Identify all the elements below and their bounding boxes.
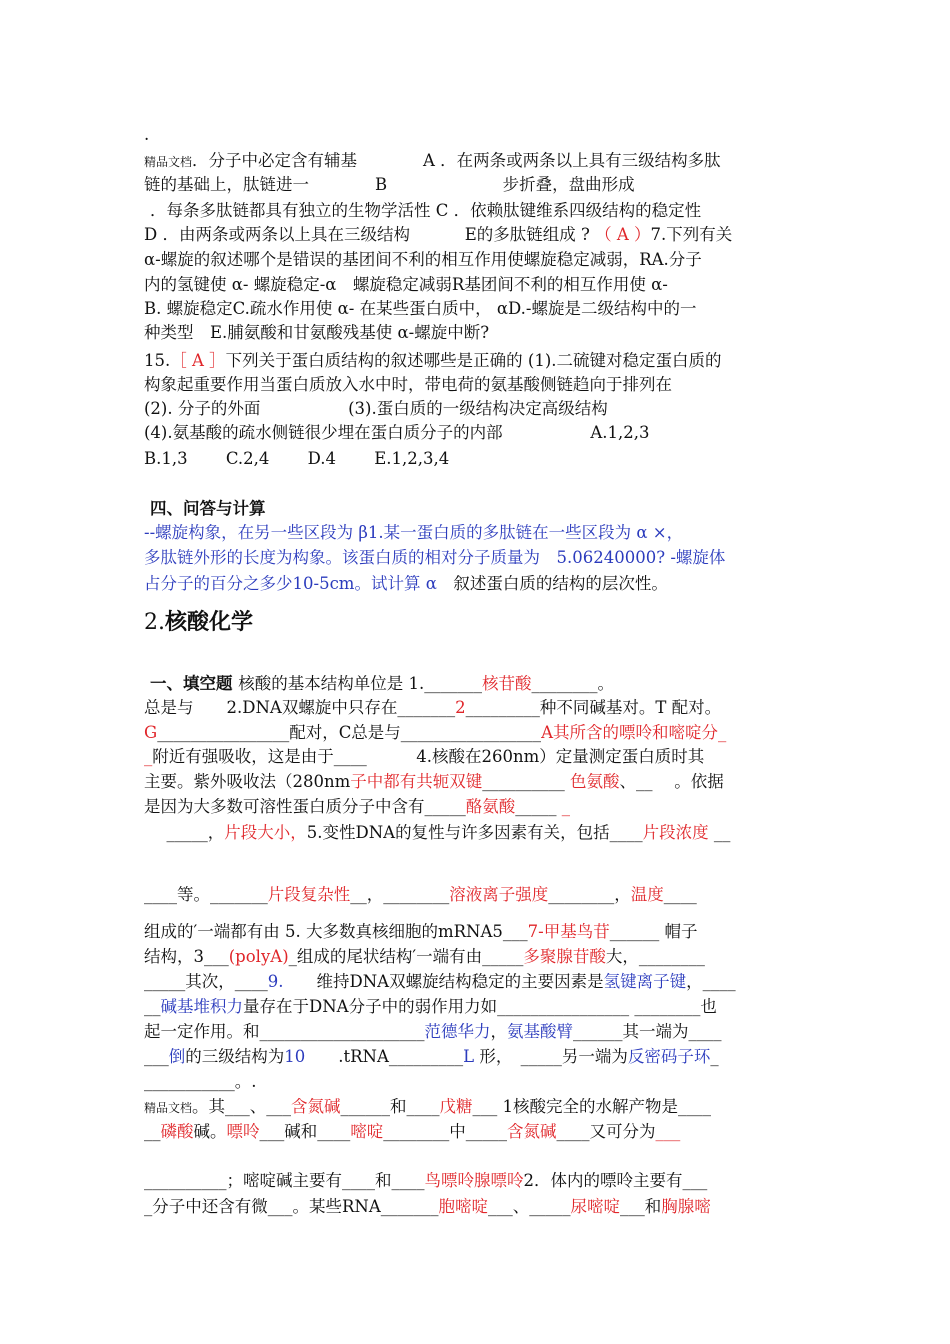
body-text: ___ — [144, 1047, 169, 1066]
text-line — [144, 1121, 806, 1143]
answer-red: 含氮碱 — [507, 1122, 557, 1141]
answer-red: 核苷酸 — [482, 674, 532, 693]
body-text: 种类型 E.脯氨酸和甘氨酸残基使 α-螺旋中断? — [144, 323, 490, 342]
answer-red: 子中都有共轭双键 — [350, 772, 483, 791]
body-text: 链的基础上，肽链进一 B 步折叠，盘曲形成 — [144, 175, 635, 194]
text-line — [144, 796, 806, 818]
text-line — [144, 322, 806, 344]
answer-red: 嘌呤 — [226, 1122, 260, 1141]
body-text: 15. — [144, 351, 171, 370]
body-text: 核酸的基本结构单位是 1._______ — [238, 674, 482, 693]
heading-text: 核酸化学 — [165, 609, 254, 635]
body-text: __ — [144, 1122, 161, 1141]
body-text: 下列关于蛋白质结构的叙述哪些是正确的 (1).二硫键对稳定蛋白质的 — [225, 351, 722, 370]
body-text: 碱。 — [193, 1122, 227, 1141]
body-text: 内的氢键使 α- 螺旋稳定-α 螺旋稳定减弱R基团间不利的相互作用使 α- — [144, 275, 668, 294]
answer-red: （ A ） — [595, 225, 651, 244]
body-text: ___ 1核酸完全的水解产物是____ — [472, 1097, 712, 1116]
text-line — [144, 274, 806, 296]
body-text: _________种不同碱基对。T 配对。 — [465, 698, 722, 717]
answer-red: 尿嘧啶 — [570, 1197, 621, 1216]
text-line — [144, 573, 806, 595]
answer-red: 7-甲基鸟苷 — [527, 922, 610, 941]
text-line — [144, 522, 806, 544]
text-line — [144, 1021, 806, 1043]
text-line — [144, 884, 806, 906]
answer-red: ［ A ］ — [170, 351, 226, 370]
answer-blue: 10 — [284, 1047, 306, 1066]
answer-red: 戊糖 — [439, 1097, 473, 1116]
answer-red: 片段大小， — [224, 823, 307, 842]
heading-text: 四、问答与计算 — [150, 499, 266, 518]
answer-blue: 9. — [267, 972, 284, 991]
body-text: (2). 分子的外面 (3).蛋白质的一级结构决定高级结构 — [144, 399, 608, 418]
text-line — [144, 224, 806, 246]
body-text: ____又可分为 — [556, 1122, 656, 1141]
body-text: _____， — [150, 823, 225, 842]
body-text: ________中_____ — [383, 1122, 507, 1141]
heading-text: 一、填空题 — [150, 674, 239, 693]
text-line — [144, 1196, 806, 1218]
page-dot: . — [144, 125, 150, 144]
answer-red: 温度 — [630, 885, 664, 904]
answer-blue: 范德华力 — [424, 1022, 491, 1041]
body-text: ， — [490, 1022, 507, 1041]
body-text: 起一定作用。和____________________ — [144, 1022, 425, 1041]
answer-red: ___ — [655, 1122, 681, 1141]
answer-red: A其所含的嘌呤和嘧啶分_ — [541, 723, 727, 742]
answer-red: 2 — [455, 698, 466, 717]
answer-blue: L — [463, 1047, 475, 1066]
text-line — [144, 350, 806, 372]
answer-red: _ — [561, 797, 570, 816]
text-line — [144, 1096, 806, 1119]
answer-blue: 反密码子环 — [627, 1047, 711, 1066]
body-text: .tRNA_________ — [305, 1047, 464, 1066]
body-text: ____ — [663, 885, 697, 904]
body-text: ________________配对，C总是与_________________ — [157, 723, 542, 742]
answer-red: G — [144, 723, 158, 742]
body-text: ．分子中必定含有辅基 A ．在两条或两条以上具有三级结构多肽 — [192, 151, 721, 170]
body-text: (4).氨基酸的疏水侧链很少埋在蛋白质分子的内部 A.1,2,3 — [144, 423, 650, 442]
body-text: ______其一端为____ — [573, 1022, 722, 1041]
text-line — [150, 822, 812, 844]
text-line — [150, 200, 812, 222]
body-text: ________， — [548, 885, 631, 904]
answer-red: 胞嘧啶 — [438, 1197, 489, 1216]
body-text: ___和 — [620, 1197, 662, 1216]
body-text: 、__ 。依据 — [619, 772, 724, 791]
text-line — [144, 996, 806, 1018]
answer-red: 磷酸 — [160, 1122, 194, 1141]
body-text: ___________。. — [144, 1072, 257, 1091]
text-line — [144, 448, 806, 470]
body-text: 7.下列有关 — [650, 225, 733, 244]
body-text: _组成的尾状结构′一端有由_____ — [288, 947, 524, 966]
text-line — [144, 1046, 806, 1068]
body-text: 精品文档 — [144, 1101, 193, 1115]
answer-red: 片段复杂性 — [267, 885, 351, 904]
text-line — [144, 722, 806, 744]
text-line — [150, 673, 812, 695]
body-text: 总是与 2.DNA双螺旋中只存在_______ — [144, 698, 456, 717]
text-line — [144, 971, 806, 993]
text-line — [144, 746, 806, 768]
body-text: _分子中还含有微___。某些RNA_______ — [144, 1197, 439, 1216]
body-text: ．每条多肽链都具有独立的生物学活性 C ．依赖肽键维系四级结构的稳定性 — [150, 201, 702, 220]
text-line — [144, 374, 806, 396]
answer-blue: 氢键离子键 — [603, 972, 687, 991]
body-text: 。其___、___ — [192, 1097, 292, 1116]
body-text: 附近有强吸收，这是由于____ 4.核酸在260nm）定量测定蛋白质时其 — [152, 747, 705, 766]
body-text: 2．体内的嘌呤主要有___ — [523, 1171, 708, 1190]
body-text: 维持DNA双螺旋结构稳定的主要因素是 — [283, 972, 604, 991]
body-text: 5.变性DNA的复性与许多因素有关，包括____ — [306, 823, 643, 842]
body-text: 是因为大多数可溶性蛋白质分子中含有_____ — [144, 797, 466, 816]
answer-blue: 多肽链外形的长度为构象。该蛋白质的相对分子质量为 5.06240000? -螺旋体 — [144, 548, 726, 567]
body-text: B. 螺旋稳定C.疏水作用使 α- 在某些蛋白质中， αD.-螺旋是二级结构中的一 — [144, 299, 697, 318]
body-text: 2. — [144, 610, 165, 635]
answer-red: 多聚腺苷酸 — [523, 947, 606, 966]
body-text: 主要。紫外吸收法（280nm — [144, 772, 351, 791]
answer-red: 含氮碱 — [291, 1097, 341, 1116]
text-line — [144, 921, 806, 943]
body-text: 的三级结构为 — [185, 1047, 285, 1066]
body-text: 组成的′一端都有由 5. 大多数真核细胞的mRNA5___ — [144, 922, 528, 941]
body-text: ________。 — [531, 674, 614, 693]
answer-blue: --螺旋构象，在另一些区段为 β1.某一蛋白质的多肽链在一些区段为 α ×， — [144, 523, 684, 542]
text-line — [144, 150, 806, 173]
answer-blue: 倒 — [168, 1047, 186, 1066]
answer-red: 嘧啶 — [350, 1122, 384, 1141]
answer-red: 鸟嘌呤腺嘌呤 — [424, 1171, 524, 1190]
body-text: __，________ — [350, 885, 450, 904]
text-line — [144, 1071, 806, 1093]
body-text: _____其次，____ — [144, 972, 268, 991]
body-text: ____等。_______ — [144, 885, 268, 904]
answer-red: 酪氨酸 — [465, 797, 516, 816]
body-text: 量存在于DNA分子中的弱作用力如________________ ________也 — [243, 997, 717, 1016]
body-text: 精品文档 — [144, 155, 193, 169]
body-text: 结构，3___ — [144, 947, 229, 966]
text-line — [144, 1170, 806, 1192]
answer-red: 片段浓度 — [642, 823, 709, 842]
body-text: ___碱和____ — [259, 1122, 351, 1141]
text-line — [144, 771, 806, 793]
answer-red: _ — [144, 747, 153, 766]
body-text: __ — [708, 823, 731, 842]
answer-blue: 碱基堆积力 — [160, 997, 243, 1016]
answer-red: (polyA) — [228, 947, 289, 966]
body-text: B.1,3 C.2,4 D.4 E.1,2,3,4 — [144, 449, 450, 468]
body-text: _____ — [515, 797, 562, 816]
answer-red: 溶液离子强度 — [449, 885, 549, 904]
answer-blue: 氨基酸臂 — [507, 1022, 573, 1041]
body-text: ___、_____ — [488, 1197, 571, 1216]
text-line — [144, 946, 806, 968]
body-text: ______ 帽子 — [609, 922, 698, 941]
body-text: 构象起重要作用当蛋白质放入水中时，带电荷的氨基酸侧链趋向于排列在 — [144, 375, 672, 394]
text-line — [144, 608, 806, 637]
body-text: __________ — [482, 772, 571, 791]
body-text: α-螺旋的叙述哪个是错误的基团间不利的相互作用使螺旋稳定减弱，RA.分子 — [144, 250, 702, 269]
body-text: 形， _____另一端为 — [474, 1047, 628, 1066]
text-line — [144, 174, 806, 196]
text-line — [144, 298, 806, 320]
text-line — [144, 547, 806, 569]
answer-blue: 占分子的百分之多少10-5cm。试计算 α — [144, 574, 454, 593]
body-text: ，____ — [686, 972, 736, 991]
body-text: __ — [144, 997, 161, 1016]
body-text: 大，________ — [605, 947, 705, 966]
body-text: 叙述蛋白质的结构的层次性。 — [453, 574, 668, 593]
text-line — [144, 422, 806, 444]
text-line — [144, 398, 806, 420]
answer-red: 色氨酸 — [570, 772, 620, 791]
body-text: _ — [710, 1047, 719, 1066]
answer-red: 胸腺嘧 — [661, 1197, 711, 1216]
text-line — [150, 498, 812, 520]
body-text: D ．由两条或两条以上具在三级结构 E的多肽链组成 ? — [144, 225, 596, 244]
text-line — [144, 249, 806, 271]
body-text: ______和____ — [340, 1097, 440, 1116]
text-line — [144, 697, 806, 719]
body-text: __________；嘧啶碱主要有____和____ — [144, 1171, 425, 1190]
